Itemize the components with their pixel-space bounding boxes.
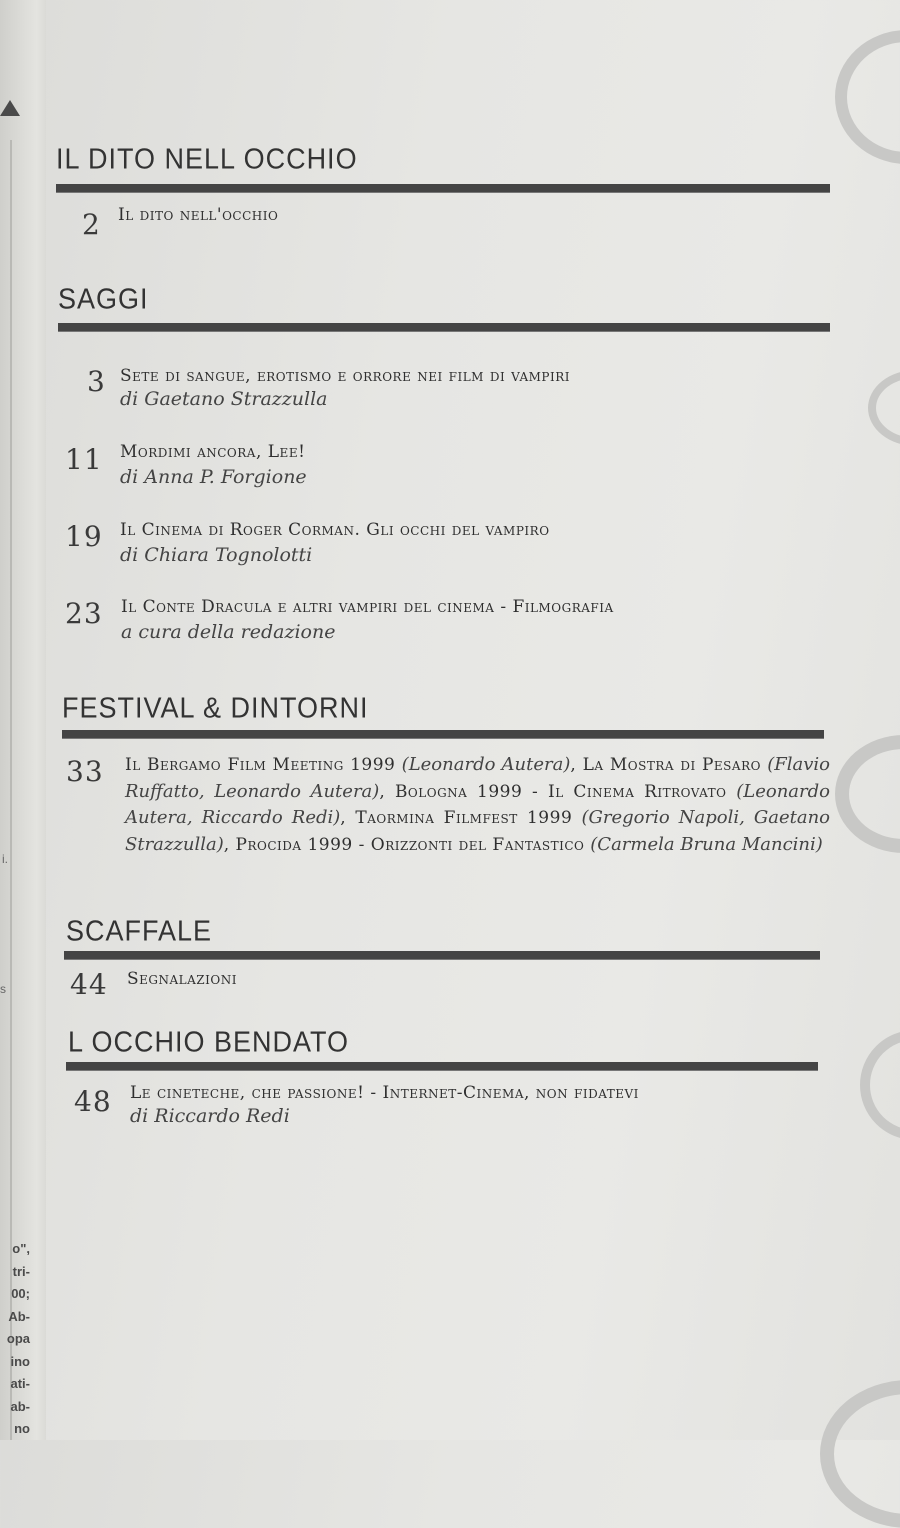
margin-fragment: s — [0, 982, 6, 996]
festival-entry-text: Il Bergamo Film Meeting 1999 (Leonardo Autera), La Mostra di Pesaro (Flavio Ruffatto, Leonardo Autera), Bologna 1999 - Il Cinema Ritrovato (Leonardo Autera, Riccardo Redi), Taormina Filmfest 1999 (Gregorio Napoli, Gaetano Strazzulla), Procida 1999 - Orizzonti del Fantastico (Carmela Bruna Mancini) — [125, 754, 831, 855]
decorative-arc — [820, 1380, 900, 1528]
decorative-arc — [835, 735, 900, 853]
decorative-arc — [860, 1030, 900, 1140]
page-number: 33 — [66, 755, 104, 788]
entry-author: a cura della redazione — [121, 621, 336, 643]
section-rule — [62, 730, 824, 738]
entry-title: Il Cinema di Roger Corman. Gli occhi del vampiro — [120, 520, 550, 540]
section-rule — [56, 184, 830, 192]
entry-author: di Anna P. Forgione — [120, 466, 307, 488]
entry-title: Sete di sangue, erotismo e orrore nei film di vampiri — [120, 366, 571, 386]
page-number: 3 — [87, 365, 106, 398]
triangle-mark-icon — [0, 100, 20, 116]
section-rule — [64, 951, 820, 959]
section-rule — [66, 1062, 818, 1070]
section-title: L OCCHIO BENDATO — [68, 1026, 350, 1058]
entry-author: di Chiara Tognolotti — [120, 544, 313, 566]
section-rule — [58, 323, 830, 331]
page-number: 44 — [70, 968, 108, 1001]
margin-fragment: i. — [2, 852, 8, 866]
entry-title: Segnalazioni — [127, 969, 237, 989]
section-title: IL DITO NELL OCCHIO — [56, 143, 358, 175]
entry-title: Le cineteche, che passione! - Internet-Cinema, non fidatevi — [130, 1083, 639, 1103]
entry-author: di Gaetano Strazzulla — [120, 388, 328, 410]
page-number: 2 — [82, 208, 101, 241]
page-number: 48 — [74, 1085, 112, 1118]
entry-title: Il dito nell'occhio — [118, 205, 279, 225]
page-number: 23 — [65, 597, 103, 630]
section-title: FESTIVAL & DINTORNI — [62, 692, 369, 724]
entry-author: di Riccardo Redi — [130, 1105, 290, 1127]
entry-title: Il Conte Dracula e altri vampiri del cinema - Filmografia — [121, 597, 614, 617]
facing-page-text-fragment: o", tri- 00; Ab- opa ino ati- ab- no — [6, 1241, 30, 1436]
decorative-arc — [835, 30, 900, 164]
page-number: 19 — [65, 520, 103, 553]
decorative-arc — [868, 370, 900, 446]
page-number: 11 — [65, 443, 103, 476]
section-title: SAGGI — [58, 283, 149, 315]
entry-title: Mordimi ancora, Lee! — [120, 442, 306, 462]
section-title: SCAFFALE — [66, 915, 213, 947]
facing-page-edge — [0, 0, 46, 1440]
